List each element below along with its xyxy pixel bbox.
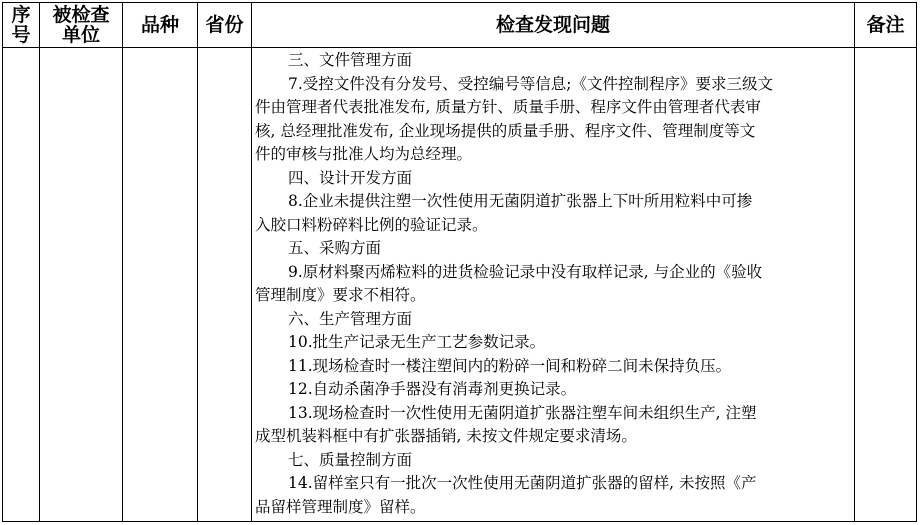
issue-line: 件的审核与批准人均为总经理。 [255, 145, 473, 163]
issue-line: 核, 总经理批准发布, 企业现场提供的质量手册、程序文件、管理制度等文 [255, 121, 756, 140]
issues-text [255, 49, 851, 519]
issue-line: 三、文件管理方面 [288, 51, 413, 69]
header-province [198, 3, 252, 48]
issue-line: 入胶口料粉碎料比例的验证记录。 [255, 215, 488, 234]
inspection-table [2, 2, 917, 522]
issue-line: 11.现场检查时一楼注塑间内的粉碎一间和粉碎二间未保持负压。 [288, 356, 732, 375]
seq-cell [3, 48, 40, 522]
header-issues [252, 3, 855, 48]
header-remarks [855, 3, 917, 48]
issue-line: 12.自动杀菌净手器没有消毒剂更换记录。 [288, 380, 577, 398]
header-row [3, 3, 917, 48]
header-seq-label: 序号 [11, 4, 31, 46]
header-issues-label: 检查发现问题 [495, 14, 610, 36]
issue-line: 四、设计开发方面 [288, 168, 413, 187]
header-remarks-label: 备注 [866, 14, 905, 36]
issue-line: 7.受控文件没有分发号、受控编号等信息;《文件控制程序》要求三级文 [288, 74, 774, 93]
issue-line: 五、采购方面 [288, 239, 382, 257]
issue-line: 件由管理者代表批准发布, 质量方针、质量手册、程序文件由管理者代表审 [255, 98, 761, 116]
issue-line: 品留样管理制度》留样。 [255, 497, 426, 516]
issue-line: 14.留样室只有一批次一次性使用无菌阴道扩张器的留样, 未按照《产 [288, 474, 757, 492]
variety-cell [123, 48, 198, 522]
issues-cell [252, 48, 855, 522]
issue-line: 13.现场检查时一次性使用无菌阴道扩张器注塑车间未组织生产, 注塑 [288, 403, 757, 422]
remarks-cell [855, 48, 917, 522]
issue-line: 9.原材料聚丙烯粒料的进货检验记录中没有取样记录, 与企业的《验收 [288, 262, 763, 281]
content-row [3, 48, 917, 522]
header-province-label: 省份 [205, 14, 244, 36]
issue-line: 10.批生产记录无生产工艺参数记录。 [288, 333, 546, 351]
issue-line: 8.企业未提供注塑一次性使用无菌阴道扩张器上下叶所用粒料中可掺 [288, 192, 753, 210]
header-seq [3, 3, 40, 48]
issue-line: 六、生产管理方面 [288, 309, 413, 328]
issue-line: 成型机装料框中有扩张器插销, 未按文件规定要求清场。 [255, 427, 637, 445]
header-variety [123, 3, 198, 48]
issue-line: 七、质量控制方面 [288, 450, 413, 469]
header-variety-label: 品种 [140, 14, 179, 36]
header-unit [40, 3, 123, 48]
unit-cell [40, 48, 123, 522]
header-unit-label: 被检查单位 [52, 4, 110, 46]
province-cell [198, 48, 252, 522]
issue-line: 管理制度》要求不相符。 [255, 286, 426, 304]
